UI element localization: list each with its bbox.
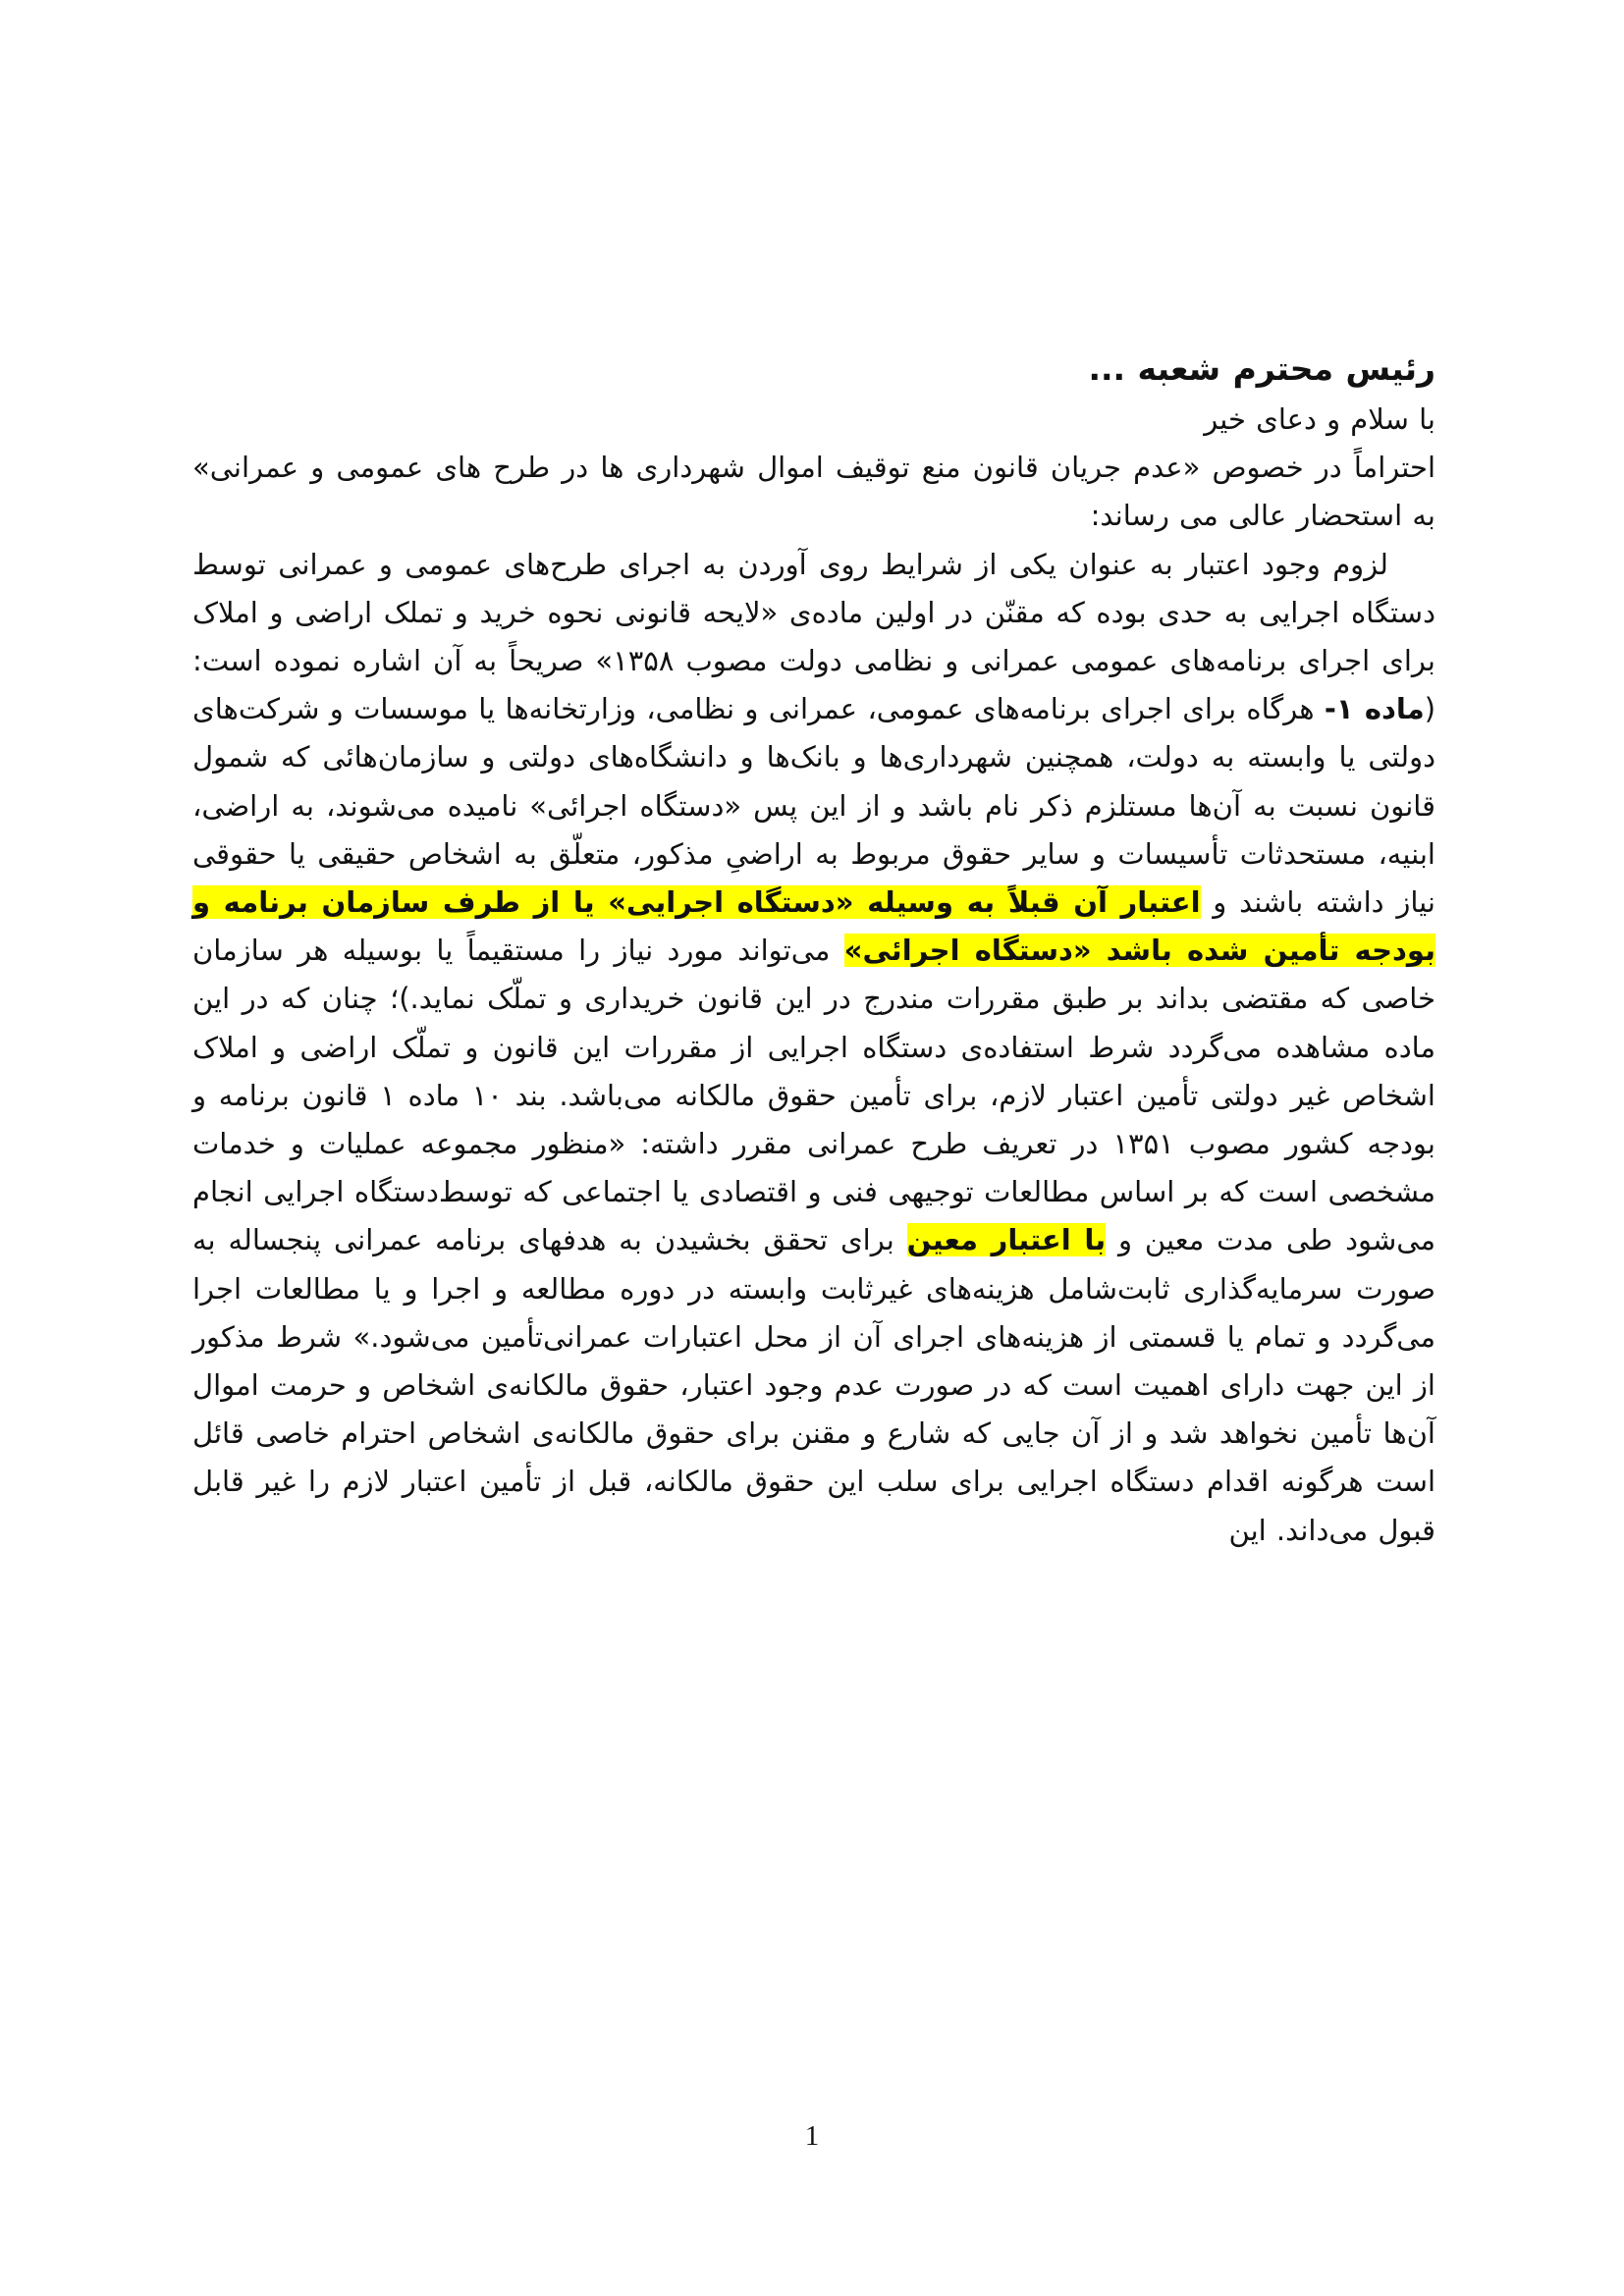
main-text-part-1: لزوم وجود اعتبار به عنوان یکی از شرایط روی آوردن به اجرای طرح‌های عمومی و عمرانی توسط دستگاه اجرایی به حدی بوده که مقنّن در اولین ماده‌ی «لایحه قانونی نحوه خرید و تملک اراضی و املاک برای اجرای برنامه‌های عمومی عمرانی و نظامی دولت مصوب ۱۳۵۸» صریحاً به آن اشاره نموده است: ( [192,547,1436,726]
main-text-part-3: می‌تواند مورد نیاز را مستقیماً یا بوسیله هر سازمان خاصی که مقتضی بداند بر طبق مقررات مندرج در این قانون خریداری و تملّک نماید.)؛ چنان که در این ماده مشاهده می‌گردد شرط استفاده‌ی دستگاه اجرایی از مقررات این قانون و تملّک اراضی و املاک اشخاص غیر دولتی تأمین اعتبار لازم، برای تأمین حقوق مالکانه می‌باشد. بند ۱۰ ماده ۱ قانون برنامه و بودجه کشور مصوب ۱۳۵۱ در تعریف طرح عمرانی مقرر داشته: «منظور مجموعه عملیات و خدمات مشخصی است که بر اساس مطالعات توجیهی فنی و اقتصادی یا اجتماعی که توسط‌دستگاه اجرایی انجام می‌شود طی مدت معین و [192,934,1435,1257]
letter-body [192,342,1435,1555]
intro-paragraph: احتراماً در خصوص «عدم جریان قانون منع توقیف اموال شهرداری ها در طرح های عمومی و عمرانی» به استحضار عالی می رساند: [192,451,1435,533]
highlighted-specific-credit: با اعتبار معین [906,1223,1107,1257]
main-paragraph [192,541,1435,1555]
main-text-part-2: هرگاه برای اجرای برنامه‌های عمومی، عمرانی و نظامی، وزارتخانه‌ها یا موسسات و شرکت‌های دولتی یا وابسته به دولت، همچنین شهرداری‌ها و بانک‌ها و دانشگاه‌های دولتی و سازمان‌هائی که شمول قانون نسبت به آن‌ها مستلزم ذکر نام باشد و از این پس «دستگاه اجرائی» نامیده می‌شوند، به اراضی، ابنیه، مستحدثات تأسیسات و سایر حقوق مربوط به اراضیِ مذکور، متعلّق به اشخاص حقیقی یا حقوقی نیاز داشته باشند و [192,692,1435,920]
greeting-line: با سلام و دعای خیر [1204,402,1435,436]
article-1-label: ماده ۱- [1324,692,1425,726]
page-number: 1 [804,2120,820,2152]
main-text-part-4: برای تحقق بخشیدن به هدفهای برنامه عمرانی پنجساله به صورت سرمایه‌گذاری ثابت‌شامل هزینه‌های غیرثابت وابسته در دوره مطالعه و اجرا و یا مطالعات اجرا می‌گردد و تمام یا قسمتی از هزینه‌های اجرای آن از محل اعتبارات عمرانی‌تأمین می‌شود.» شرط مذکور از این جهت دارای اهمیت است که در صورت عدم وجود اعتبار، حقوق مالکانه‌ی اشخاص و حرمت اموال آن‌ها تأمین نخواهد شد و از آن جایی که شارع و مقنن برای حقوق مالکانه‌ی اشخاص احترام خاصی قائل است هرگونه اقدام دستگاه اجرایی برای سلب این حقوق مالکانه، قبل از تأمین اعتبار لازم را غیر قابل قبول می‌داند. این [192,1223,1435,1547]
letter-title: رئیس محترم شعبه ... [1088,349,1435,388]
highlighted-credit-clause: اعتبار آن قبلاً به وسیله «دستگاه اجرایی» یا از طرف سازمان برنامه و بودجه تأمین شده باشد «دستگاه اجرائی» [192,885,1435,968]
